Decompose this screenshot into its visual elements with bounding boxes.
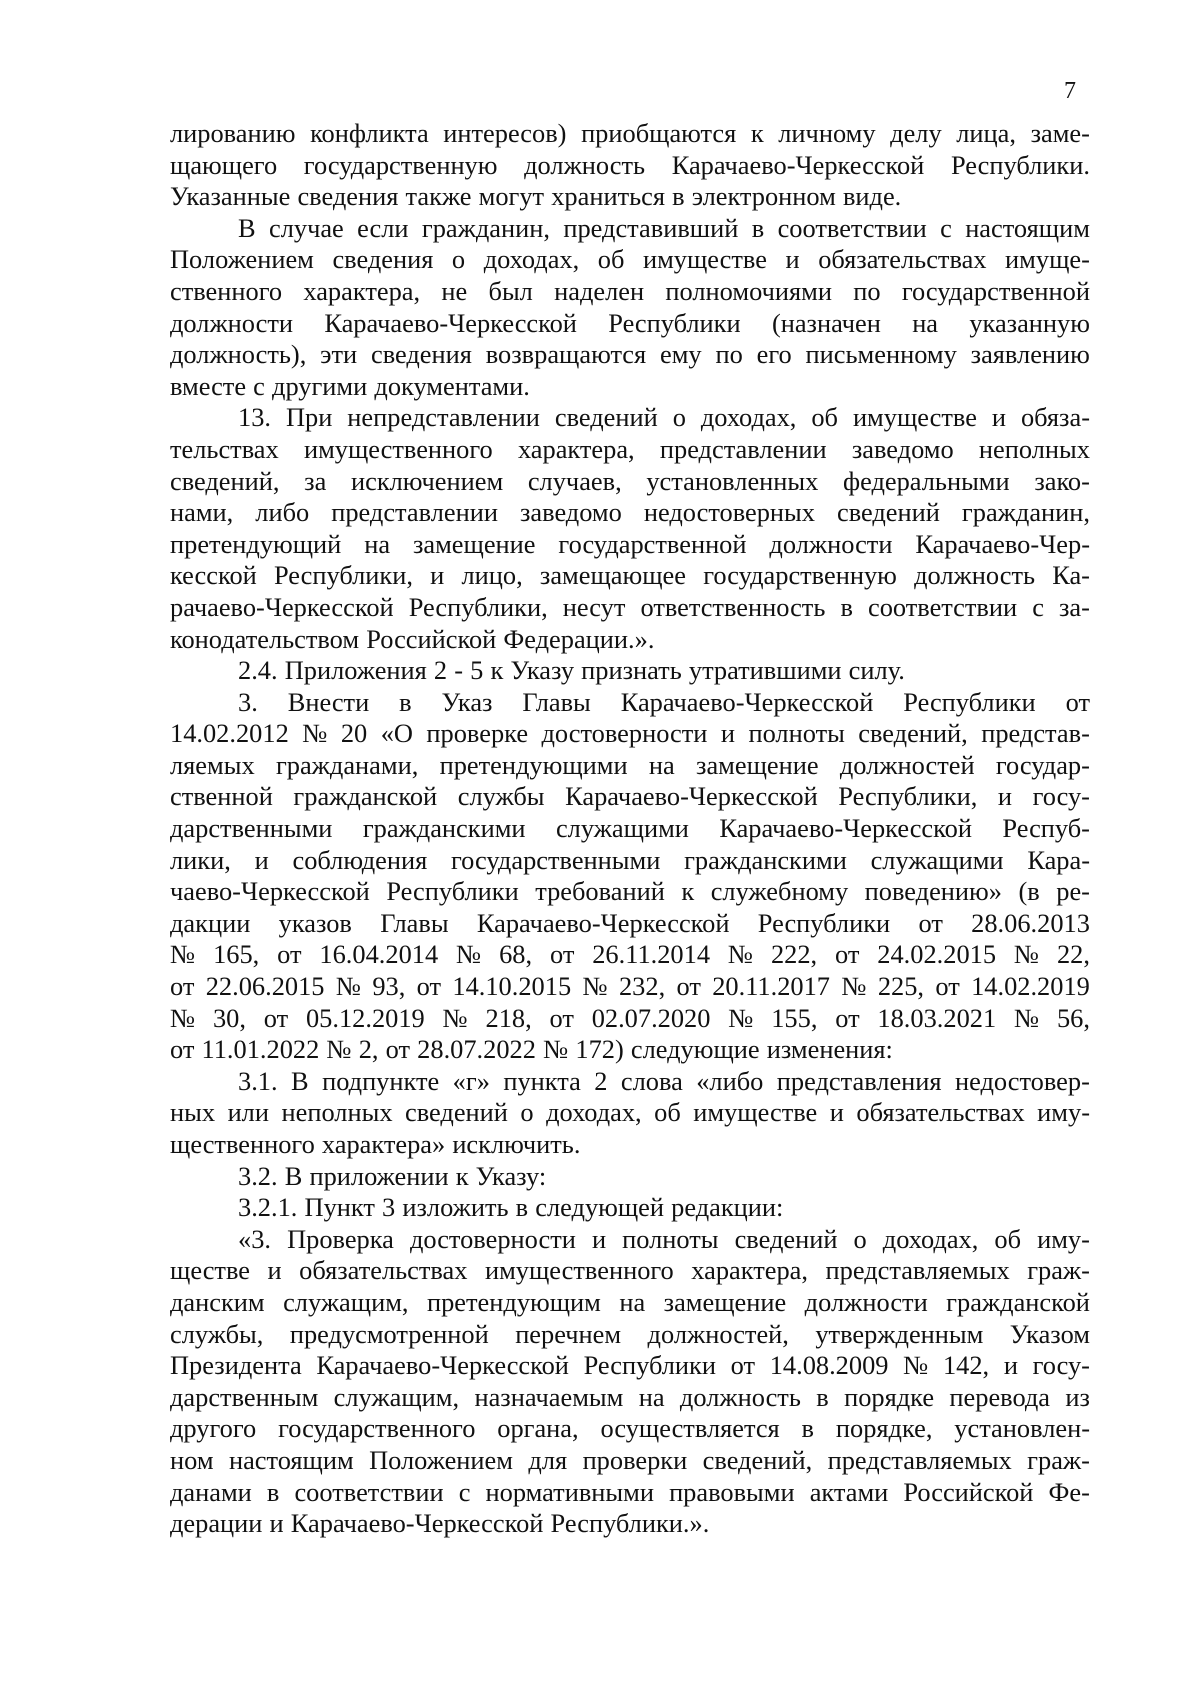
paragraph (170, 118, 1090, 213)
text-line: кесской Республики, и лицо, замещающее государственную должность Ка- (170, 560, 1090, 591)
paragraph (170, 687, 1090, 1066)
text-line: претендующий на замещение государственной должности Карачаево-Чер- (170, 528, 1090, 559)
text-line: ственной гражданской службы Карачаево-Черкесской Республики, и госу- (170, 781, 1090, 812)
text-line: должность), эти сведения возвращаются ему по его письменному заявлению (170, 339, 1090, 370)
text-line: дарственными гражданскими служащими Карачаево-Черкесской Респуб- (170, 813, 1090, 844)
paragraph (170, 213, 1090, 403)
paragraph (170, 655, 1090, 687)
text-line: дерации и Карачаево-Черкесской Республики.». (170, 1508, 710, 1539)
text-line: Указанные сведения также могут храниться в электронном виде. (170, 181, 902, 212)
text-line: Президента Карачаево-Черкесской Республики от 14.08.2009 № 142, и госу- (170, 1350, 1090, 1381)
text-line: чаево-Черкесской Республики требований к служебному поведению» (в ре- (170, 876, 1090, 907)
text-line: от 11.01.2022 № 2, от 28.07.2022 № 172) следующие изменения: (170, 1034, 893, 1065)
text-line: № 165, от 16.04.2014 № 68, от 26.11.2014 № 222, от 24.02.2015 № 22, (170, 939, 1090, 970)
text-line: В случае если гражданин, представивший в соответствии с настоящим (238, 212, 1090, 243)
text-line: лированию конфликта интересов) приобщаются к личному делу лица, заме- (170, 118, 1090, 148)
text-line: 3.2. В приложении к Указу: (238, 1160, 547, 1191)
text-line: щественного характера» исключить. (170, 1129, 581, 1159)
text-line: ном настоящим Положением для проверки сведений, представляемых граж- (170, 1444, 1090, 1475)
text-line: от 22.06.2015 № 93, от 14.10.2015 № 232, от 20.11.2017 № 225, от 14.02.2019 (170, 971, 1090, 1002)
text-line: дарственным служащим, назначаемым на должность в порядке перевода из (170, 1381, 1090, 1412)
text-line: ных или неполных сведений о доходах, об имуществе и обязательствах иму- (170, 1097, 1090, 1128)
text-line: нами, либо представлении заведомо недостоверных сведений гражданин, (170, 497, 1090, 528)
text-line: Положением сведения о доходах, об имуществе и обязательствах имуще- (170, 244, 1090, 275)
text-line: службы, предусмотренной перечнем должностей, утвержденным Указом (170, 1318, 1090, 1349)
paragraph (170, 1161, 1090, 1193)
text-line: другого государственного органа, осуществляется в порядке, установлен- (170, 1413, 1090, 1444)
text-line: должности Карачаево-Черкесской Республики (назначен на указанную (170, 307, 1090, 338)
text-line: дакции указов Главы Карачаево-Черкесской Республики от 28.06.2013 (170, 907, 1090, 938)
text-line: 3. Внести в Указ Главы Карачаево-Черкесской Республики от (238, 686, 1090, 717)
paragraph (170, 1192, 1090, 1224)
text-line: 14.02.2012 № 20 «О проверке достоверности и полноты сведений, представ- (170, 718, 1090, 749)
paragraph (170, 402, 1090, 655)
page-number: 7 (1064, 78, 1076, 104)
text-line: щающего государственную должность Карачаево-Черкесской Республики. (170, 149, 1090, 180)
text-line: ственного характера, не был наделен полномочиями по государственной (170, 275, 1090, 306)
text-line: рачаево-Черкесской Республики, несут ответственность в соответствии с за- (170, 591, 1090, 622)
text-line: тельствах имущественного характера, представлении заведомо неполных (170, 433, 1090, 464)
paragraph (170, 1066, 1090, 1161)
text-line: 3.1. В подпункте «г» пункта 2 слова «либо представления недостовер- (238, 1065, 1090, 1096)
paragraph (170, 1224, 1090, 1540)
document-body (170, 118, 1090, 1540)
text-line: данским служащим, претендующим на замещение должности гражданской (170, 1286, 1090, 1317)
text-line: конодательством Российской Федерации.». (170, 623, 655, 654)
text-line: лики, и соблюдения государственными гражданскими служащими Кара- (170, 844, 1090, 875)
text-line: вместе с другими документами. (170, 370, 530, 401)
text-line: данами в соответствии с нормативными правовыми актами Российской Фе- (170, 1476, 1090, 1507)
text-line: 2.4. Приложения 2 - 5 к Указу признать утратившими силу. (238, 655, 905, 686)
text-line: 13. При непредставлении сведений о доходах, об имуществе и обяза- (238, 402, 1090, 433)
text-line: сведений, за исключением случаев, установленных федеральными зако- (170, 465, 1090, 496)
text-line: ляемых гражданами, претендующими на замещение должностей государ- (170, 749, 1090, 780)
text-line: № 30, от 05.12.2019 № 218, от 02.07.2020 № 155, от 18.03.2021 № 56, (170, 1002, 1090, 1033)
text-line: ществе и обязательствах имущественного характера, представляемых граж- (170, 1255, 1090, 1286)
text-line: 3.2.1. Пункт 3 изложить в следующей редакции: (238, 1192, 784, 1223)
text-line: «3. Проверка достоверности и полноты сведений о доходах, об иму- (238, 1223, 1090, 1254)
